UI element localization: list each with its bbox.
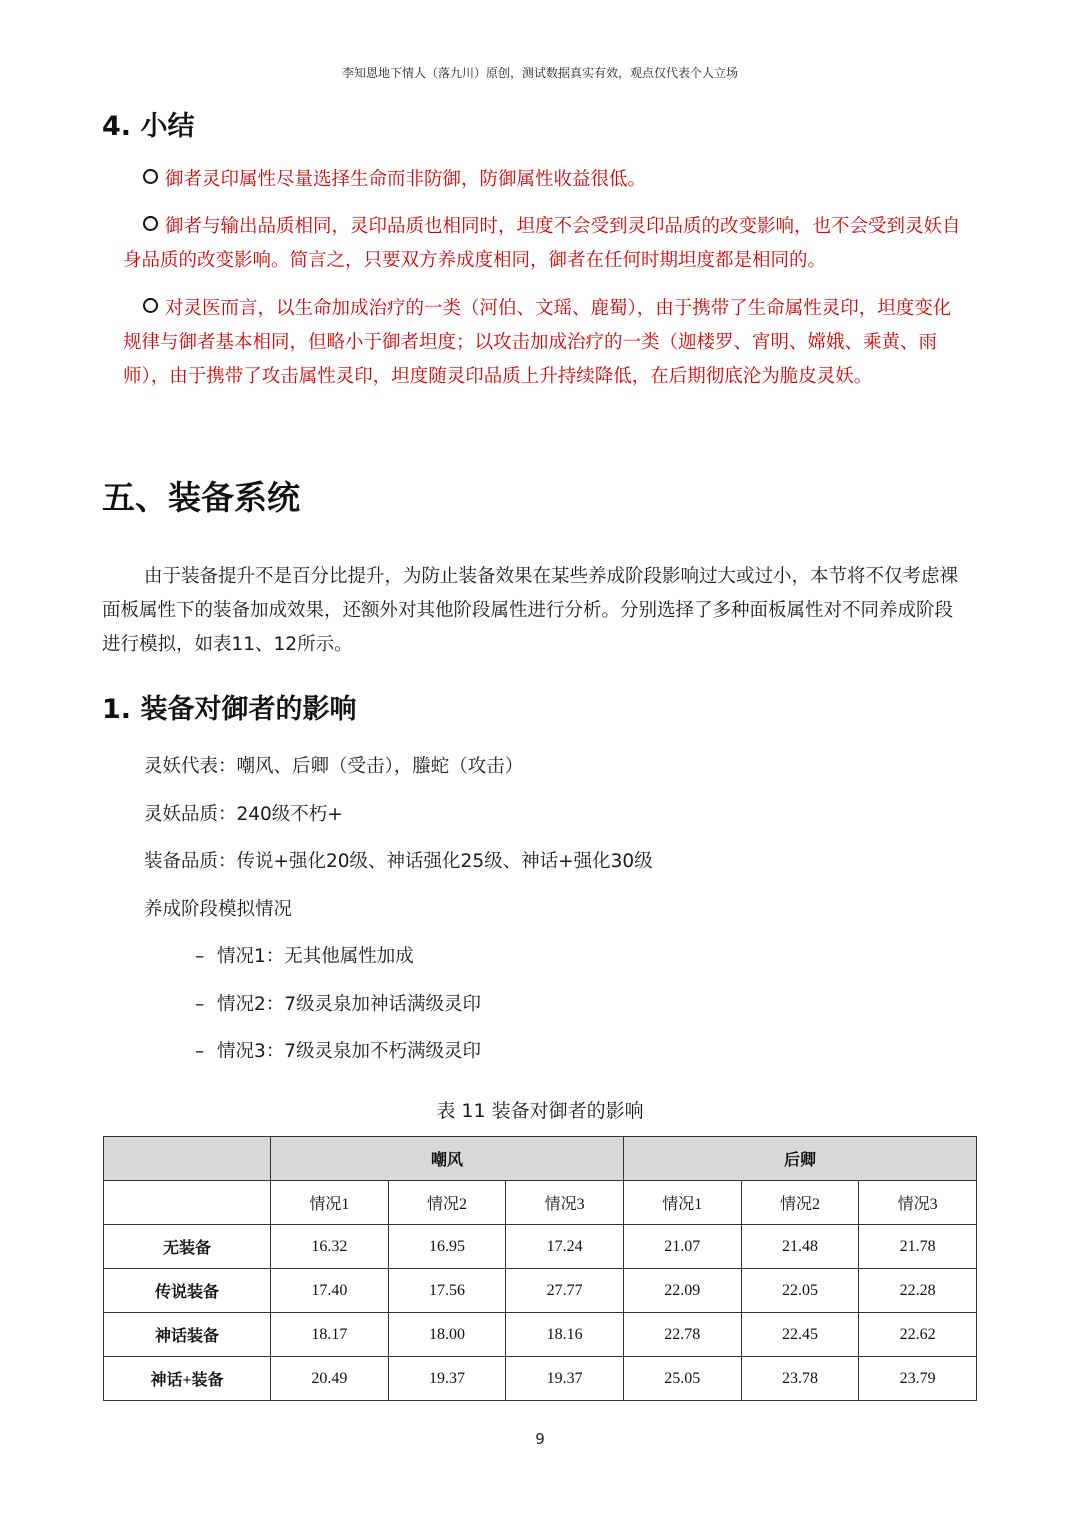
info-line: 养成阶段模拟情况 — [144, 899, 293, 920]
table-cell: 22.45 — [741, 1313, 859, 1357]
table-subheader: 情况2 — [741, 1181, 859, 1225]
table-row-label: 神话+装备 — [104, 1357, 271, 1401]
table-cell: 22.28 — [859, 1269, 977, 1313]
header-note: 李知恩地下情人（落九川）原创，测试数据真实有效，观点仅代表个人立场 — [341, 66, 738, 80]
equipment-table — [103, 1136, 977, 1401]
case-item — [195, 1037, 481, 1063]
table-row — [104, 1225, 977, 1269]
page-number: 9 — [535, 1430, 545, 1448]
table-group-header-row — [104, 1137, 977, 1181]
summary-bullet-text: 御者与输出品质相同，灵印品质也相同时，坦度不会受到灵印品质的改变影响，也不会受到灵妖自身品质的改变影响。简言之，只要双方养成度相同，御者在任何时期坦度都是相同的。 — [123, 216, 961, 271]
summary-bullet-text: 对灵医而言，以生命加成治疗的一类（河伯、文瑶、鹿蜀），由于携带了生命属性灵印，坦度变化规律与御者基本相同，但略小于御者坦度；以攻击加成治疗的一类（迦楼罗、宵明、嫦娥、乘黄、雨师），由于携带了攻击属性灵印，坦度随灵印品质上升持续降低，在后期彻底沦为脆皮灵妖。 — [123, 298, 952, 387]
table-cell: 18.16 — [506, 1313, 624, 1357]
info-line: 灵妖品质：240级不朽+ — [144, 804, 343, 825]
table-cell: 21.07 — [623, 1225, 741, 1269]
table-cell: 16.95 — [388, 1225, 506, 1269]
table-cell: 17.40 — [271, 1269, 389, 1313]
table-cell: 20.49 — [271, 1357, 389, 1401]
circle-bullet-icon — [143, 216, 158, 231]
table-cell: 21.48 — [741, 1225, 859, 1269]
table-group-header: 嘲风 — [271, 1137, 624, 1181]
table-cell: 23.78 — [741, 1357, 859, 1401]
table-subheader: 情况3 — [859, 1181, 977, 1225]
table-cell: 22.09 — [623, 1269, 741, 1313]
subsection-heading: 1. 装备对御者的影响 — [102, 694, 357, 725]
dash-marker: – — [195, 1041, 205, 1062]
table-group-header: 后卿 — [623, 1137, 976, 1181]
table-cell: 16.32 — [271, 1225, 389, 1269]
table-row — [104, 1313, 977, 1357]
table-caption: 表 11 装备对御者的影响 — [436, 1100, 644, 1122]
table-cell: 21.78 — [859, 1225, 977, 1269]
case-text: 情况1：无其他属性加成 — [217, 946, 414, 967]
table-corner-cell — [104, 1181, 271, 1225]
case-item — [195, 990, 481, 1016]
table-subheader-row — [104, 1181, 977, 1225]
table-row — [104, 1357, 977, 1401]
table-cell: 18.17 — [271, 1313, 389, 1357]
summary-bullet — [123, 163, 968, 197]
table-subheader: 情况3 — [506, 1181, 624, 1225]
table-row-label: 神话装备 — [104, 1313, 271, 1357]
table-corner-cell — [104, 1137, 271, 1181]
case-text: 情况3：7级灵泉加不朽满级灵印 — [217, 1041, 482, 1062]
table-cell: 22.05 — [741, 1269, 859, 1313]
case-text: 情况2：7级灵泉加神话满级灵印 — [217, 994, 482, 1015]
summary-bullet-text: 御者灵印属性尽量选择生命而非防御，防御属性收益很低。 — [165, 169, 647, 190]
section-heading: 五、装备系统 — [102, 478, 300, 517]
case-item — [195, 942, 414, 968]
dash-marker: – — [195, 946, 205, 967]
section-intro: 由于装备提升不是百分比提升，为防止装备效果在某些养成阶段影响过大或过小，本节将不仅考虑裸面板属性下的装备加成效果，还额外对其他阶段属性进行分析。分别选择了多种面板属性对不同养成阶段进行模拟，如表11、12所示。 — [102, 566, 959, 655]
table-cell: 25.05 — [623, 1357, 741, 1401]
info-line: 灵妖代表：嘲风、后卿（受击），螣蛇（攻击） — [144, 756, 524, 777]
table-cell: 23.79 — [859, 1357, 977, 1401]
info-line: 装备品质：传说+强化20级、神话强化25级、神话+强化30级 — [144, 851, 653, 872]
table-row — [104, 1269, 977, 1313]
summary-bullet — [123, 210, 968, 278]
table-cell: 19.37 — [388, 1357, 506, 1401]
summary-bullet — [123, 292, 968, 394]
circle-bullet-icon — [143, 169, 158, 184]
table-cell: 17.24 — [506, 1225, 624, 1269]
circle-bullet-icon — [143, 298, 158, 313]
table-row-label: 传说装备 — [104, 1269, 271, 1313]
table-cell: 17.56 — [388, 1269, 506, 1313]
table-subheader: 情况2 — [388, 1181, 506, 1225]
table-cell: 22.62 — [859, 1313, 977, 1357]
table-subheader: 情况1 — [623, 1181, 741, 1225]
table-subheader: 情况1 — [271, 1181, 389, 1225]
table-cell: 18.00 — [388, 1313, 506, 1357]
summary-heading: 4. 小结 — [102, 111, 195, 142]
table-cell: 22.78 — [623, 1313, 741, 1357]
table-cell: 27.77 — [506, 1269, 624, 1313]
table-cell: 19.37 — [506, 1357, 624, 1401]
dash-marker: – — [195, 994, 205, 1015]
table-row-label: 无装备 — [104, 1225, 271, 1269]
